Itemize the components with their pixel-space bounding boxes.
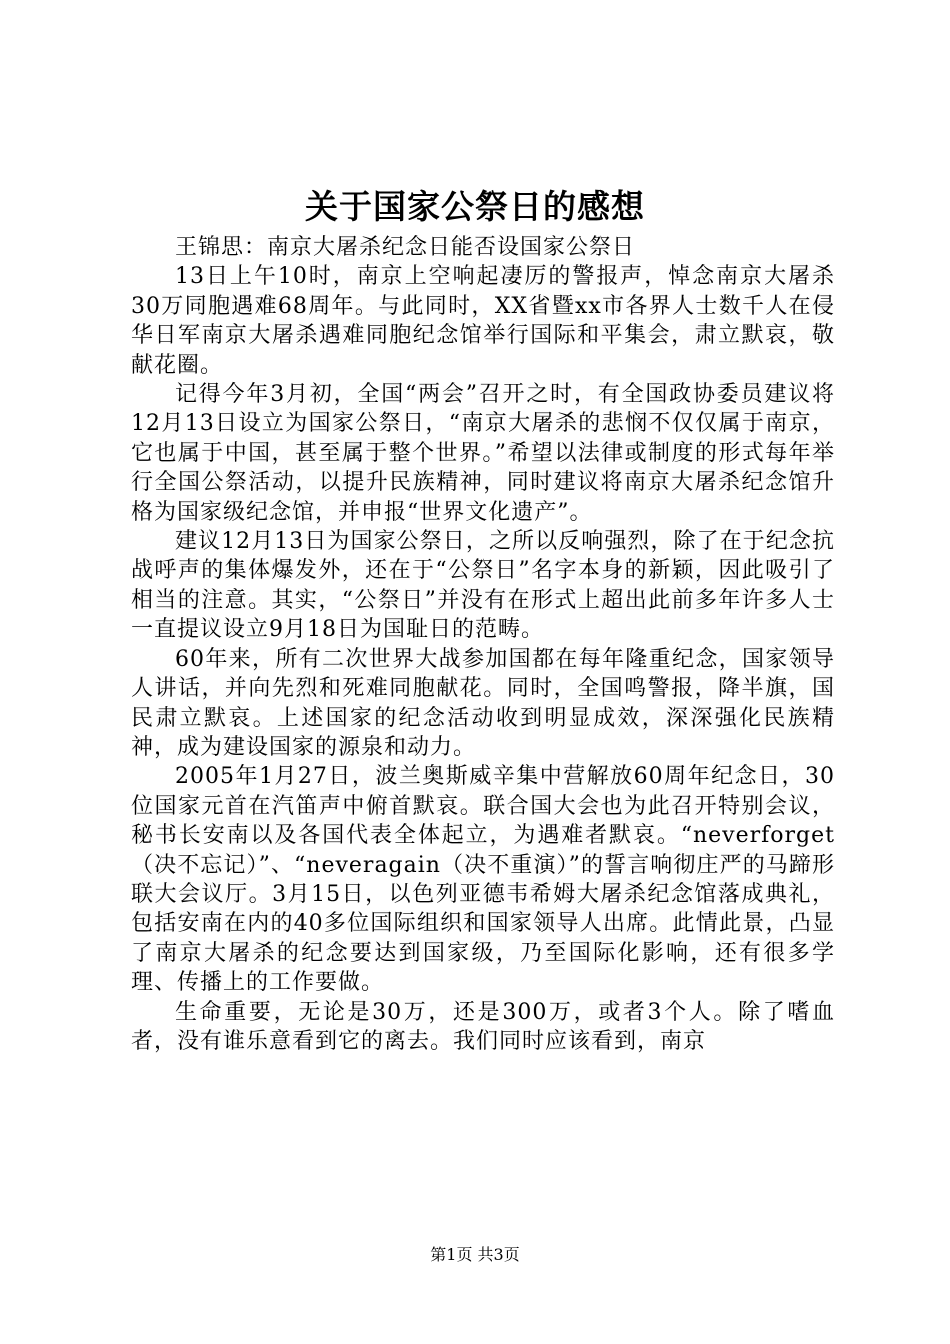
paragraph: 生命重要，无论是30万，还是300万，或者3个人。除了嗜血者，没有谁乐意看到它的离去。我们同时应该看到，南京 (131, 999, 835, 1054)
paragraph: 记得今年3月初，全国“两会”召开之时，有全国政协委员建议将12月13日设立为国家公祭日，“南京大屠杀的悲悯不仅仅属于南京，它也属于中国，甚至属于整个世界。”希望以法律或制度的形式每年举行全国公祭活动，以提升民族精神，同时建议将南京大屠杀纪念馆升格为国家级纪念馆，并申报“世界文化遗产”。 (131, 382, 835, 525)
paragraph: 建议12月13日为国家公祭日，之所以反响强烈，除了在于纪念抗战呼声的集体爆发外，还在于“公祭日”名字本身的新颖，因此吸引了相当的注意。其实，“公祭日”并没有在形式上超出此前多年许多人士一直提议设立9月18日为国耻日的范畴。 (131, 529, 835, 643)
paragraph-subtitle: 王锦思：南京大屠杀纪念日能否设国家公祭日 (175, 235, 636, 260)
document-title: 关于国家公祭日的感想 (305, 187, 645, 226)
paragraph: 60年来，所有二次世界大战参加国都在每年隆重纪念，国家领导人讲话，并向先烈和死难同胞献花。同时，全国鸣警报，降半旗，国民肃立默哀。上述国家的纪念活动收到明显成效，深深强化民族精神，成为建设国家的源泉和动力。 (131, 646, 835, 760)
paragraph: 2005年1月27日，波兰奥斯威辛集中营解放60周年纪念日，30位国家元首在汽笛声中俯首默哀。联合国大会也为此召开特别会议，秘书长安南以及各国代表全体起立，为遇难者默哀。“neverforget（决不忘记）”、“neveragain（决不重演）”的誓言响彻庄严的马蹄形联大会议厅。3月15日，以色列亚德韦希姆大屠杀纪念馆落成典礼，包括安南在内的40多位国际组织和国家领导人出席。此情此景，凸显了南京大屠杀的纪念要达到国家级，乃至国际化影响，还有很多学理、传播上的工作要做。 (131, 764, 835, 996)
document-body (131, 233, 835, 1056)
page-number-footer: 第1页 共3页 (430, 1245, 520, 1264)
paragraph: 13日上午10时，南京上空响起凄厉的警报声，悼念南京大屠杀30万同胞遇难68周年。与此同时，XX省暨xx市各界人士数千人在侵华日军南京大屠杀遇难同胞纪念馆举行国际和平集会，肃立默哀，敬献花圈。 (131, 264, 835, 378)
